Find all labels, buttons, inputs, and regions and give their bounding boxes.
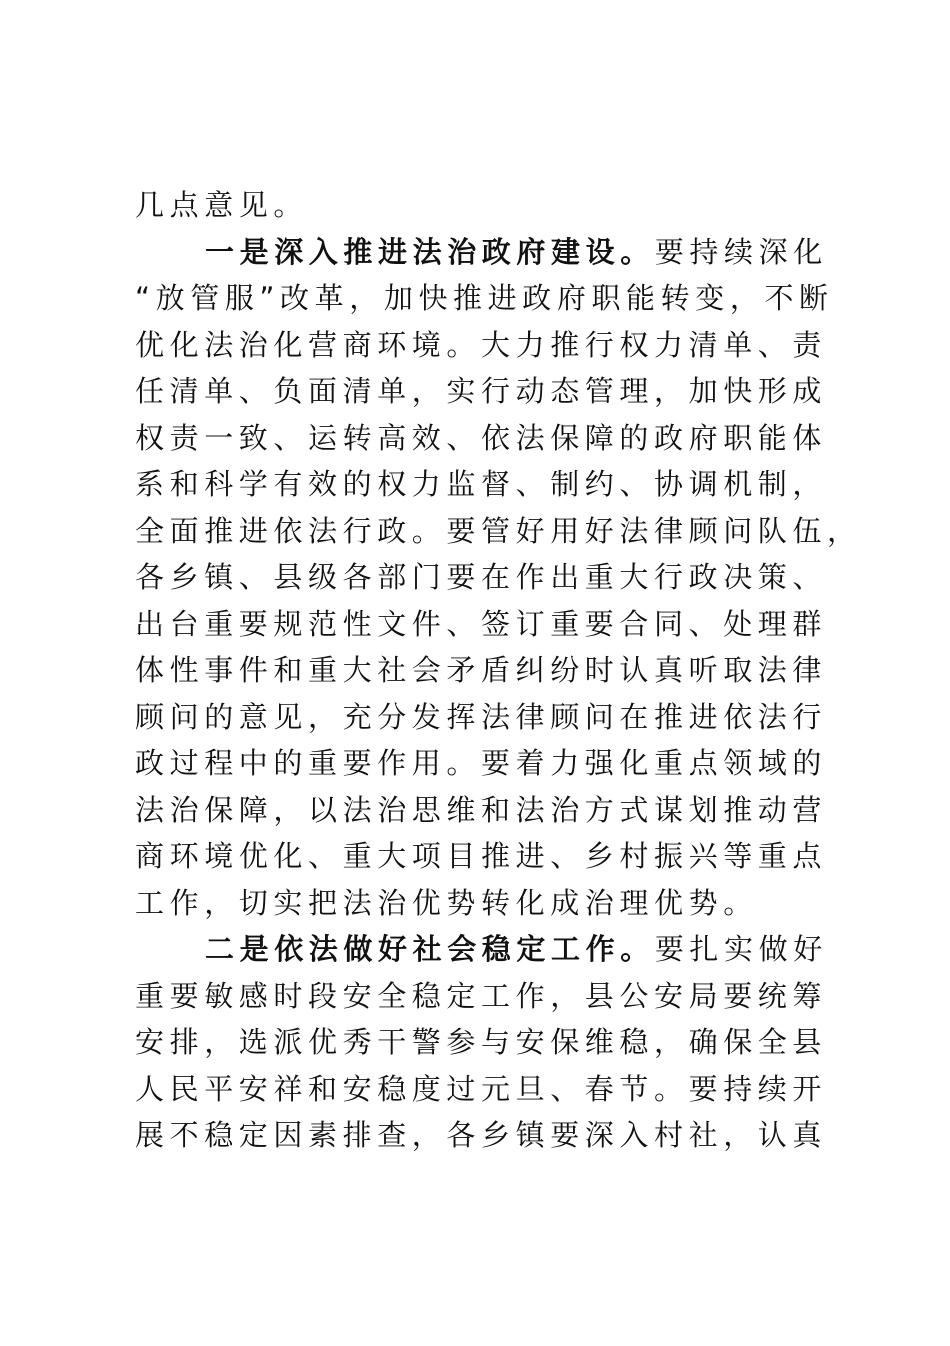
text-line: 工作，切实把法治优势转化成治理优势。	[135, 885, 758, 920]
section-heading-2: 二是依法做好社会稳定工作。	[205, 932, 655, 966]
section-heading-1: 一是深入推进法治政府建设。	[205, 234, 655, 269]
text-line: “放管服”改革，加快推进政府职能转变，不断	[135, 281, 834, 315]
text-line: 顾问的意见，充分发挥法律顾问在推进依法行	[135, 699, 828, 734]
text-line: 安排，选派优秀干警参与安保维稳，确保全县	[135, 1025, 828, 1059]
text-line: 法治保障，以法治思维和法治方式谋划推动营	[135, 792, 828, 827]
text-line: 优化法治化营商环境。大力推行权力清单、责	[135, 327, 828, 362]
text-line-tail: 要持续深化	[654, 234, 828, 269]
text-line: 体性事件和重大社会矛盾纠纷时认真听取法律	[135, 653, 828, 687]
text-line: 商环境优化、重大项目推进、乡村振兴等重点	[135, 839, 828, 873]
section-heading-line	[135, 229, 855, 276]
body-text	[135, 182, 862, 1159]
text-line: 各乡镇、县级各部门要在作出重大行政决策、	[135, 560, 828, 594]
text-line: 人民平安祥和安稳度过元旦、春节。要持续开	[135, 1071, 828, 1106]
text-line-tail: 要扎实做好	[654, 932, 828, 966]
section-heading-line	[135, 926, 855, 973]
text-line: 权责一致、运转高效、依法保障的政府职能体	[135, 420, 828, 455]
text-line: 几点意见。	[135, 188, 309, 222]
text-line: 系和科学有效的权力监督、制约、协调机制，	[135, 467, 828, 501]
text-line: 出台重要规范性文件、签订重要合同、处理群	[135, 606, 828, 641]
text-line: 重要敏感时段安全稳定工作，县公安局要统筹	[135, 978, 828, 1013]
text-line: 任清单、负面清单，实行动态管理，加快形成	[135, 374, 828, 408]
text-line: 展不稳定因素排查，各乡镇要深入村社，认真	[135, 1118, 828, 1152]
text-line: 全面推进依法行政。要管好用好法律顾问队伍，	[135, 513, 862, 548]
text-line: 政过程中的重要作用。要着力强化重点领域的	[135, 746, 828, 780]
